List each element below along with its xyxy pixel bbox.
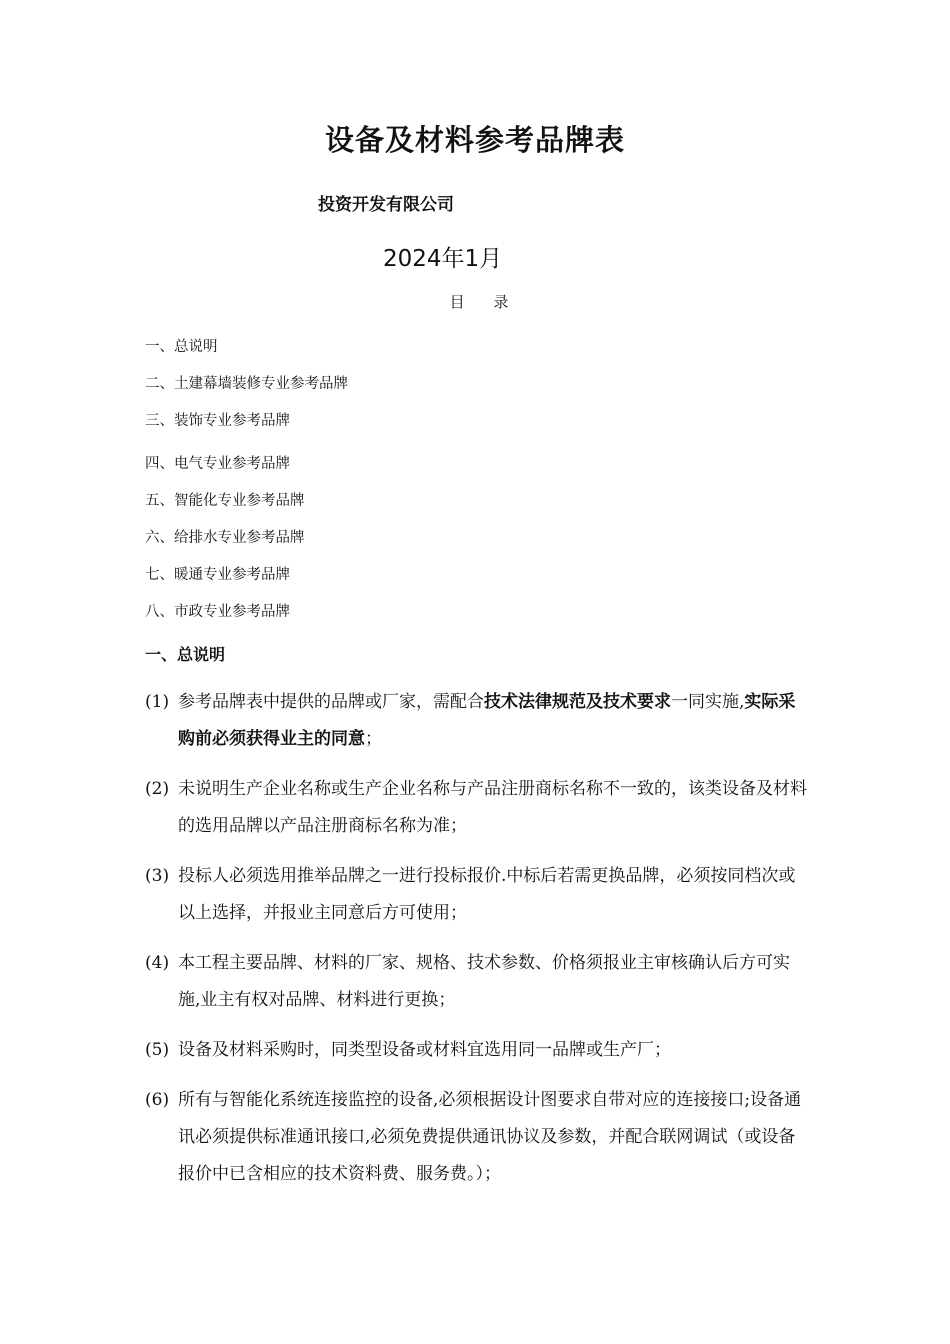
toc-item[interactable]: 五、智能化专业参考品牌 [145,493,305,509]
toc-item[interactable]: 七、暖通专业参考品牌 [145,567,290,583]
paragraph-number: (2) [145,779,170,799]
paragraph-number: (5) [145,1040,170,1060]
toc-item[interactable]: 四、电气专业参考品牌 [145,456,290,472]
paragraph-body: 投标人必须选用推举品牌之一进行投标报价.中标后若需更换品牌，必须按同档次或以上选择，并报业主同意后方可使用； [178,866,796,923]
paragraph-text: ； [365,729,382,749]
toc-item[interactable]: 三、装饰专业参考品牌 [145,413,290,429]
company-name: 投资开发有限公司 [318,195,454,215]
paragraph-body: 未说明生产企业名称或生产企业名称与产品注册商标名称不一致的，该类设备及材料的选用品牌以产品注册商标名称为准； [178,779,807,836]
paragraph-body [178,684,810,758]
document-date: 2024年1月 [383,246,503,272]
paragraph-body: 设备及材料采购时，同类型设备或材料宜选用同一品牌或生产厂； [178,1040,671,1060]
paragraph-body: 所有与智能化系统连接监控的设备,必须根据设计图要求自带对应的连接接口;设备通讯必须提供标准通讯接口,必须免费提供通讯协议及参数，并配合联网调试（或设备报价中已含相应的技术资料费、服务费。）； [178,1090,802,1184]
toc-heading: 目 录 [449,293,521,311]
paragraph-number: (1) [145,692,170,712]
paragraph-text: 参考品牌表中提供的品牌或厂家，需配合 [178,692,484,712]
paragraph-4 [145,945,810,1019]
toc-item[interactable]: 一、总说明 [145,339,218,355]
toc-item[interactable]: 二、土建幕墙装修专业参考品牌 [145,376,348,392]
paragraph-body: 本工程主要品牌、材料的厂家、规格、技术参数、价格须报业主审核确认后方可实施,业主有权对品牌、材料进行更换； [178,953,790,1010]
emphasis-text: 技术法律规范及技术要求 [484,692,671,712]
section-heading-general: 一、总说明 [145,645,226,664]
paragraph-5 [145,1032,810,1069]
document-title: 设备及材料参考品牌表 [324,123,625,157]
toc-item[interactable]: 八、市政专业参考品牌 [145,604,290,620]
paragraph-2 [145,771,810,845]
paragraph-1 [145,684,810,758]
toc-item[interactable]: 六、给排水专业参考品牌 [145,530,305,546]
paragraph-3 [145,858,810,932]
paragraph-number: (6) [145,1090,170,1110]
paragraph-text: 一同实施, [671,692,745,712]
paragraph-number: (3) [145,866,170,886]
emphasis-text: 实际采购前必须获得业主的同意 [178,692,796,749]
paragraph-number: (4) [145,953,170,973]
paragraph-6 [145,1082,810,1193]
